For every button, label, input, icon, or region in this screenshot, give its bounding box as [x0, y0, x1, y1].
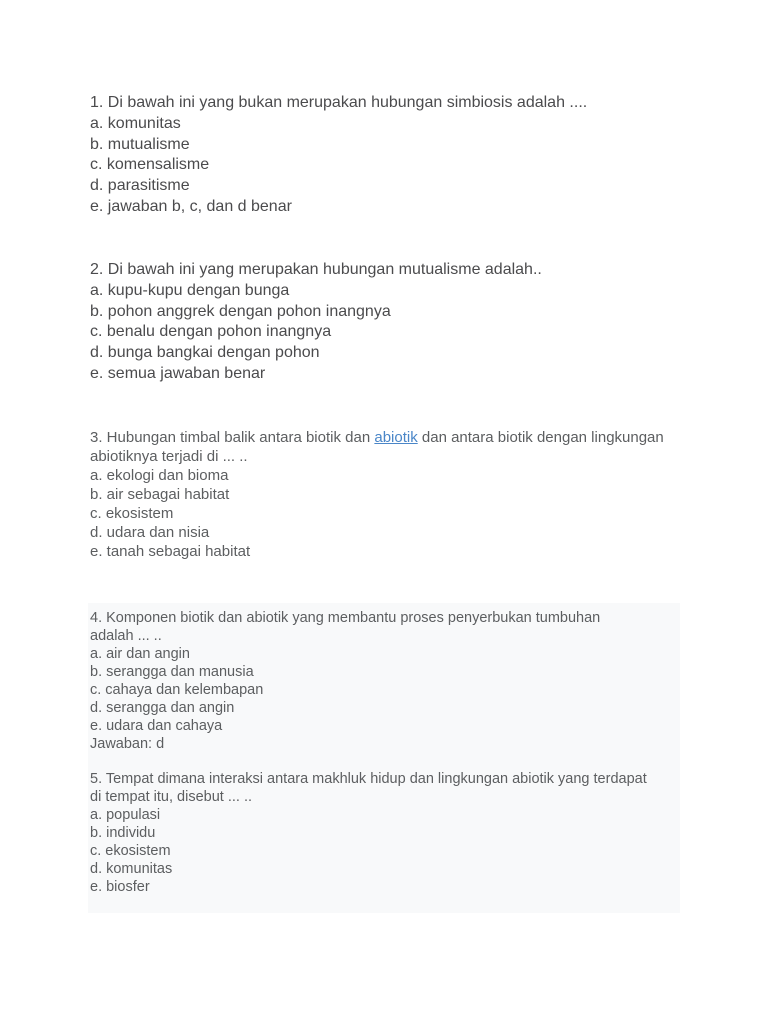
question-2 — [90, 260, 542, 385]
question-1-text: 1. Di bawah ini yang bukan merupakan hubungan simbiosis adalah .... — [90, 94, 588, 111]
question-3-option-b: b. air sebagai habitat — [90, 486, 230, 503]
question-2-option-e: e. semua jawaban benar — [90, 364, 266, 382]
question-5-option-c: c. ekosistem — [90, 843, 171, 859]
question-3 — [90, 428, 664, 561]
question-1 — [90, 93, 587, 218]
question-5-option-a: a. populasi — [90, 807, 161, 823]
question-1-option-a: a. komunitas — [90, 114, 181, 132]
question-3-option-c: c. ekosistem — [90, 505, 174, 522]
question-5-option-d: d. komunitas — [90, 861, 173, 877]
question-1-option-d: d. parasitisme — [90, 177, 190, 195]
question-1-option-c: c. komensalisme — [90, 156, 210, 174]
question-3-text-line2: abiotiknya terjadi di ... .. — [90, 448, 248, 465]
question-3-option-e: e. tanah sebagai habitat — [90, 543, 251, 560]
question-3-option-a: a. ekologi dan bioma — [90, 467, 229, 484]
question-4-text-line1: 4. Komponen biotik dan abiotik yang membantu proses penyerbukan tumbuhan — [90, 610, 601, 626]
question-1-option-b: b. mutualisme — [90, 135, 190, 153]
question-4-option-d: d. serangga dan angin — [90, 700, 235, 716]
question-2-option-d: d. bunga bangkai dengan pohon — [90, 344, 320, 362]
question-3-option-d: d. udara dan nisia — [90, 524, 210, 541]
question-5 — [90, 770, 647, 896]
question-2-option-b: b. pohon anggrek dengan pohon inangnya — [90, 302, 391, 320]
question-3-text-line1 — [90, 428, 664, 447]
question-4-option-c: c. cahaya dan kelembapan — [90, 682, 264, 698]
question-5-option-b: b. individu — [90, 825, 156, 841]
question-2-option-c: c. benalu dengan pohon inangnya — [90, 323, 332, 341]
question-5-text-line1: 5. Tempat dimana interaksi antara makhluk hidup dan lingkungan abiotik yang terdapat — [90, 771, 647, 787]
question-4-answer: Jawaban: d — [90, 736, 165, 752]
question-4-option-b: b. serangga dan manusia — [90, 664, 254, 680]
question-3-text-pre-link: 3. Hubungan timbal balik antara biotik dan — [90, 429, 375, 446]
question-2-text: 2. Di bawah ini yang merupakan hubungan mutualisme adalah.. — [90, 261, 542, 278]
question-5-option-e: e. biosfer — [90, 879, 150, 895]
question-2-option-a: a. kupu-kupu dengan bunga — [90, 281, 290, 299]
question-5-text-line2: di tempat itu, disebut ... .. — [90, 789, 252, 805]
question-3-text-post-link: dan antara biotik dengan lingkungan — [417, 429, 664, 446]
question-4-option-e: e. udara dan cahaya — [90, 718, 223, 734]
question-4-text-line2: adalah ... .. — [90, 628, 162, 644]
question-1-option-e: e. jawaban b, c, dan d benar — [90, 197, 292, 215]
question-4 — [90, 609, 600, 753]
question-4-option-a: a. air dan angin — [90, 646, 190, 662]
abiotik-link[interactable]: abiotik — [374, 429, 418, 446]
